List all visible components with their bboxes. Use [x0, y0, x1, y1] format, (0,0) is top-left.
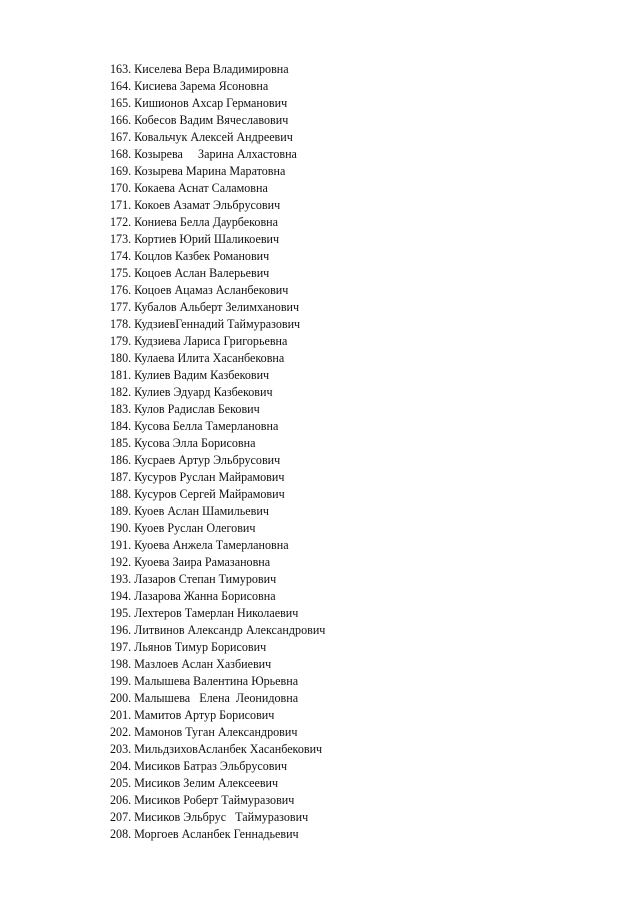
person-name: Мамонов Туган Александрович: [134, 724, 298, 739]
list-item: [110, 60, 325, 77]
list-item: [110, 791, 325, 808]
person-name: Кусова Элла Борисовна: [134, 435, 256, 450]
item-number: 203.: [110, 741, 132, 756]
item-number: 207.: [110, 809, 132, 824]
list-item: [110, 417, 325, 434]
item-number: 183.: [110, 401, 132, 416]
item-number: 171.: [110, 197, 132, 212]
list-item: [110, 468, 325, 485]
person-name: Литвинов Александр Александрович: [134, 622, 326, 637]
list-item: [110, 502, 325, 519]
person-name: Кусраев Артур Эльбрусович: [134, 452, 281, 467]
list-item: [110, 723, 325, 740]
item-number: 172.: [110, 214, 132, 229]
item-number: 164.: [110, 78, 132, 93]
person-name: Мисиков Батраз Эльбрусович: [134, 758, 288, 773]
item-number: 179.: [110, 333, 132, 348]
person-name: Кусуров Сергей Майрамович: [134, 486, 285, 501]
person-name: Козырева Марина Маратовна: [134, 163, 286, 178]
person-name: Кулиев Вадим Казбекович: [134, 367, 270, 382]
person-name: Коцоев Аслан Валерьевич: [134, 265, 270, 280]
item-number: 198.: [110, 656, 132, 671]
list-item: [110, 247, 325, 264]
person-name: Кусова Белла Тамерлановна: [134, 418, 279, 433]
person-name: Куоева Анжела Тамерлановна: [134, 537, 289, 552]
person-name: Куоев Руслан Олегович: [134, 520, 256, 535]
person-name: Кортиев Юрий Шаликоевич: [134, 231, 280, 246]
list-item: [110, 349, 325, 366]
person-name: Кобесов Вадим Вячеславович: [134, 112, 289, 127]
item-number: 181.: [110, 367, 132, 382]
item-number: 166.: [110, 112, 132, 127]
list-item: [110, 740, 325, 757]
list-item: [110, 825, 325, 842]
list-item: [110, 519, 325, 536]
item-number: 200.: [110, 690, 132, 705]
list-item: [110, 145, 325, 162]
item-number: 208.: [110, 826, 132, 841]
list-item: [110, 179, 325, 196]
item-number: 188.: [110, 486, 132, 501]
person-name: Льянов Тимур Борисович: [134, 639, 267, 654]
item-number: 194.: [110, 588, 132, 603]
list-item: [110, 264, 325, 281]
list-item: [110, 757, 325, 774]
person-name: Лехтеров Тамерлан Николаевич: [134, 605, 299, 620]
list-item: [110, 128, 325, 145]
list-item: [110, 162, 325, 179]
item-number: 205.: [110, 775, 132, 790]
list-item: [110, 655, 325, 672]
person-name: Коцлов Казбек Романович: [134, 248, 270, 263]
list-item: [110, 434, 325, 451]
person-name: Кудзиева Лариса Григорьевна: [134, 333, 288, 348]
list-item: [110, 332, 325, 349]
list-item: [110, 400, 325, 417]
person-name: Куоев Аслан Шамильевич: [134, 503, 269, 518]
person-name: Мазлоев Аслан Хазбиевич: [134, 656, 272, 671]
list-item: [110, 485, 325, 502]
list-item: [110, 808, 325, 825]
item-number: 178.: [110, 316, 132, 331]
list-item: [110, 587, 325, 604]
list-item: [110, 621, 325, 638]
person-name: Козырева Зарина Алхастовна: [134, 146, 297, 161]
item-number: 170.: [110, 180, 132, 195]
item-number: 177.: [110, 299, 132, 314]
item-number: 197.: [110, 639, 132, 654]
list-item: [110, 298, 325, 315]
list-item: [110, 230, 325, 247]
person-name: Мисиков Зелим Алексеевич: [134, 775, 279, 790]
person-name: Мисиков Роберт Таймуразович: [134, 792, 295, 807]
list-item: [110, 706, 325, 723]
item-number: 193.: [110, 571, 132, 586]
item-number: 204.: [110, 758, 132, 773]
person-name: Кисиева Зарема Ясоновна: [134, 78, 269, 93]
item-number: 199.: [110, 673, 132, 688]
item-number: 168.: [110, 146, 132, 161]
person-name: Кулов Радислав Бекович: [134, 401, 260, 416]
list-item: [110, 451, 325, 468]
list-item: [110, 672, 325, 689]
item-number: 176.: [110, 282, 132, 297]
person-name: Кубалов Альберт Зелимханович: [134, 299, 300, 314]
item-number: 184.: [110, 418, 132, 433]
list-item: [110, 689, 325, 706]
person-name: Кусуров Руслан Майрамович: [134, 469, 285, 484]
person-name: Лазарова Жанна Борисовна: [134, 588, 276, 603]
item-number: 187.: [110, 469, 132, 484]
person-name: Куоева Заира Рамазановна: [134, 554, 271, 569]
item-number: 201.: [110, 707, 132, 722]
person-name: Малышева Валентина Юрьевна: [134, 673, 299, 688]
list-item: [110, 604, 325, 621]
person-name: Моргоев Асланбек Геннадьевич: [134, 826, 299, 841]
item-number: 196.: [110, 622, 132, 637]
list-item: [110, 281, 325, 298]
name-list: [110, 60, 342, 842]
item-number: 186.: [110, 452, 132, 467]
person-name: Коцоев Ацамаз Асланбекович: [134, 282, 289, 297]
item-number: 175.: [110, 265, 132, 280]
person-name: Кулиев Эдуард Казбекович: [134, 384, 273, 399]
list-item: [110, 111, 325, 128]
person-name: Малышева Елена Леонидовна: [134, 690, 299, 705]
person-name: Кокоев Азамат Эльбрусович: [134, 197, 281, 212]
item-number: 202.: [110, 724, 132, 739]
list-item: [110, 366, 325, 383]
list-item: [110, 553, 325, 570]
person-name: Мисиков Эльбрус Таймуразович: [134, 809, 309, 824]
item-number: 190.: [110, 520, 132, 535]
item-number: 195.: [110, 605, 132, 620]
list-item: [110, 196, 325, 213]
person-name: КудзиевГеннадий Таймуразович: [134, 316, 301, 331]
list-item: [110, 383, 325, 400]
item-number: 192.: [110, 554, 132, 569]
list-item: [110, 536, 325, 553]
list-item: [110, 570, 325, 587]
person-name: Кишионов Ахсар Германович: [134, 95, 288, 110]
list-item: [110, 315, 325, 332]
item-number: 165.: [110, 95, 132, 110]
item-number: 163.: [110, 61, 132, 76]
list-item: [110, 77, 325, 94]
item-number: 180.: [110, 350, 132, 365]
person-name: МильдзиховАсланбек Хасанбекович: [134, 741, 323, 756]
person-name: Мамитов Артур Борисович: [134, 707, 275, 722]
person-name: Кониева Белла Даурбековна: [134, 214, 278, 229]
item-number: 169.: [110, 163, 132, 178]
list-item: [110, 94, 325, 111]
list-item: [110, 638, 325, 655]
item-number: 185.: [110, 435, 132, 450]
person-name: Кокаева Аснат Саламовна: [134, 180, 268, 195]
item-number: 173.: [110, 231, 132, 246]
item-number: 206.: [110, 792, 132, 807]
item-number: 191.: [110, 537, 132, 552]
list-item: [110, 774, 325, 791]
person-name: Киселева Вера Владимировна: [134, 61, 289, 76]
item-number: 167.: [110, 129, 132, 144]
list-item: [110, 213, 325, 230]
person-name: Кулаева Илита Хасанбековна: [134, 350, 285, 365]
person-name: Ковальчук Алексей Андреевич: [134, 129, 293, 144]
person-name: Лазаров Степан Тимурович: [134, 571, 277, 586]
item-number: 174.: [110, 248, 132, 263]
item-number: 182.: [110, 384, 132, 399]
item-number: 189.: [110, 503, 132, 518]
